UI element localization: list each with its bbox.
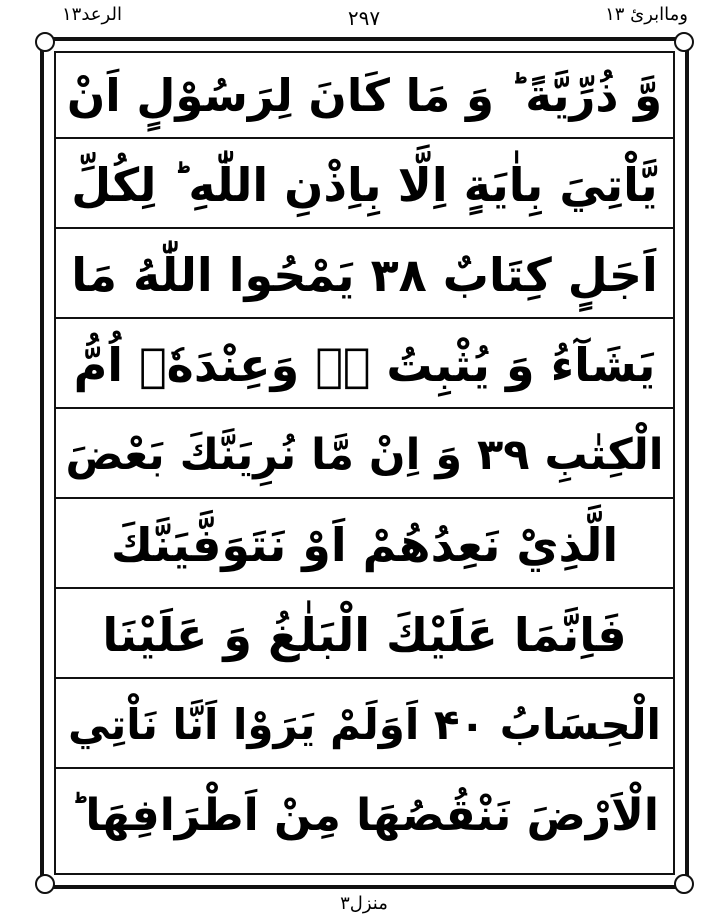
text-line: [56, 503, 673, 589]
text-line: [56, 233, 673, 319]
surah-name: الرعد۱۳: [62, 4, 122, 25]
text-line: [56, 683, 673, 769]
text-lines: [56, 53, 673, 873]
line-text: الْكِتٰبِ ۳۹ وَ اِنْ مَّا نُرِيَنَّكَ بَعْضَ: [65, 429, 664, 480]
line-text: اَجَلٍ كِتَابٌ ۳۸ يَمْحُوا اللّٰهُ مَا: [71, 248, 658, 302]
text-line: [56, 593, 673, 679]
line-text: الْاَرْضَ نَنْقُصُهَا مِنْ اَطْرَافِهَا ؕ: [70, 790, 659, 841]
text-line: [56, 413, 673, 499]
line-text: يَشَآءُ وَ يُثْبِتُ ۖۚ وَعِنْدَهٗۤ اُمُّ: [73, 338, 656, 392]
text-line: [56, 53, 673, 139]
corner-ornament-icon: [35, 874, 55, 894]
line-text: فَاِنَّمَا عَلَيْكَ الْبَلٰغُ وَ عَلَيْنَا: [102, 608, 627, 662]
ornamental-frame: [40, 37, 689, 889]
text-line: [56, 323, 673, 409]
line-text: الْحِسَابُ ۴۰ اَوَلَمْ يَرَوْا اَنَّا نَاْتِي: [68, 700, 661, 749]
text-line: [56, 143, 673, 229]
line-text: يَّاْتِيَ بِاٰيَةٍ اِلَّا بِاِذْنِ اللّٰهِ ؕ لِكُلِّ: [71, 158, 658, 212]
corner-ornament-icon: [674, 874, 694, 894]
line-text: وَّ ذُرِّيَّةً ؕ وَ مَا كَانَ لِرَسُوْلٍ اَنْ: [66, 68, 663, 122]
corner-ornament-icon: [674, 32, 694, 52]
juz-name: وماابرئ ۱۳: [605, 4, 688, 25]
line-text: الَّذِيْ نَعِدُهُمْ اَوْ نَتَوَفَّيَنَّكَ: [110, 518, 619, 572]
page-number: ۲۹۷: [347, 6, 381, 30]
manzil-label: منزل۳: [340, 893, 388, 914]
corner-ornament-icon: [35, 32, 55, 52]
text-line: [56, 773, 673, 859]
page-header: [0, 0, 728, 34]
